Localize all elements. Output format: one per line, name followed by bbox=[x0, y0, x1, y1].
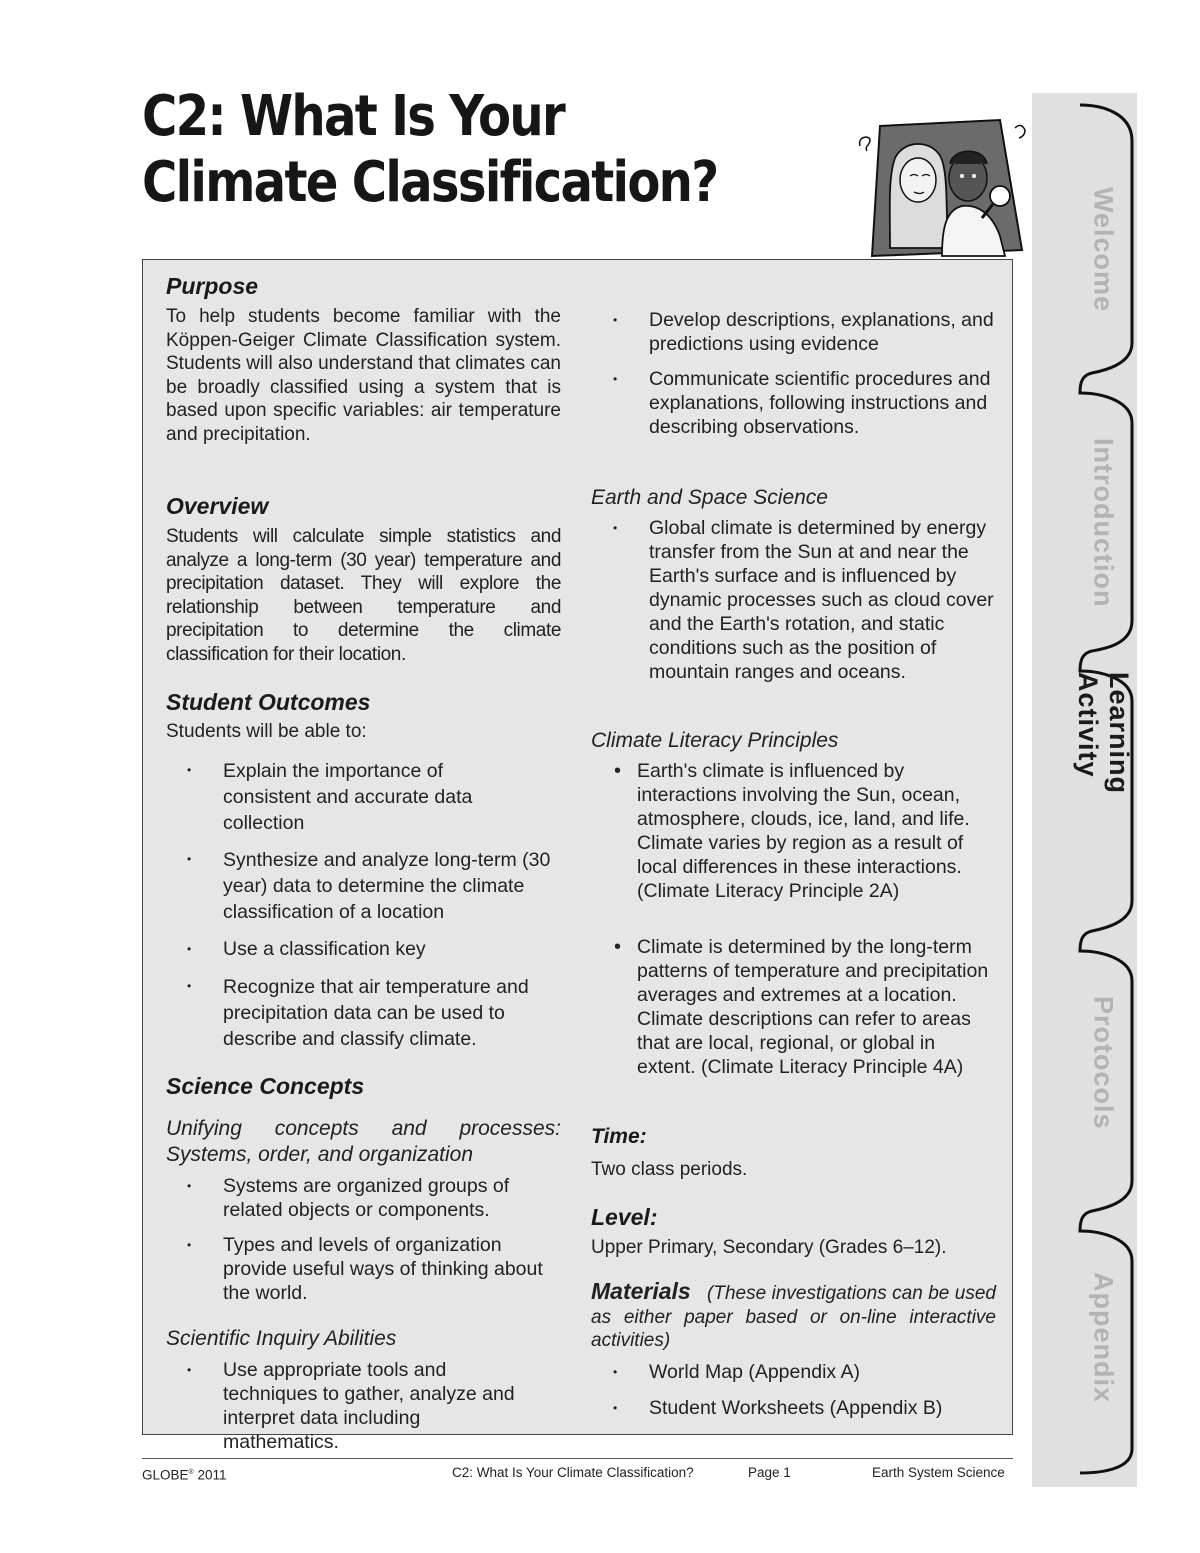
tab-appendix[interactable]: Appendix bbox=[1088, 1271, 1119, 1403]
level-text: Upper Primary, Secondary (Grades 6–12). bbox=[591, 1237, 947, 1258]
footer-right: Earth System Science bbox=[872, 1465, 1005, 1480]
footer-left: GLOBE® 2011 bbox=[142, 1467, 227, 1483]
inquiry-heading: Scientific Inquiry Abilities bbox=[166, 1327, 397, 1350]
bullet-icon: • bbox=[614, 936, 622, 958]
bullet-icon: • bbox=[613, 372, 618, 386]
time-text: Two class periods. bbox=[591, 1159, 748, 1180]
materials-item-1: • World Map (Appendix A) bbox=[613, 1361, 860, 1383]
bullet-icon: • bbox=[187, 852, 192, 866]
title-line-2: Climate Classification? bbox=[142, 150, 718, 215]
tab-learning-activity[interactable]: Learning Activity bbox=[1073, 672, 1134, 795]
materials-heading: Materials bbox=[591, 1278, 691, 1304]
outcome-item-3: • Use a classification key bbox=[187, 938, 426, 960]
literacy-heading: Climate Literacy Principles bbox=[591, 729, 839, 752]
bullet-icon: • bbox=[187, 763, 192, 777]
inquiry-item-3: • Communicate scientific procedures and explanations, following instructions and describing observations. bbox=[613, 368, 991, 438]
outcome-item-4: • Recognize that air temperature and precipitation data can be used to describe and classify climate. bbox=[187, 976, 529, 1050]
time-heading: Time: bbox=[591, 1125, 647, 1148]
overview-heading: Overview bbox=[166, 493, 269, 519]
purpose-text: To help students become familiar with the Köppen-Geiger Climate Classification system. Students will also understand that climates can be broadly classified using a system that is based upon specific variables: air temperature and precipitation. bbox=[166, 306, 561, 445]
title-line-1: C2: What Is Your bbox=[142, 84, 564, 149]
bullet-icon: • bbox=[613, 521, 618, 535]
materials-block bbox=[591, 1280, 996, 1353]
bullet-icon: • bbox=[187, 942, 192, 956]
tab-welcome[interactable]: Welcome bbox=[1088, 187, 1119, 313]
footer-rule bbox=[142, 1458, 1013, 1459]
bullet-icon: • bbox=[613, 313, 618, 327]
footer-center: C2: What Is Your Climate Classification? bbox=[452, 1465, 694, 1480]
tab-protocols[interactable]: Protocols bbox=[1088, 995, 1119, 1130]
earth-space-item-1: • Global climate is determined by energy transfer from the Sun at and near the Earth's surface and is influenced by dynamic processes such as cloud cover and the Earth's rotation, and static conditions such as the position of mountain ranges and oceans. bbox=[613, 517, 994, 683]
outcome-item-1: • Explain the importance of consistent and accurate data collection bbox=[187, 760, 473, 834]
literacy-item-1: • Earth's climate is influenced by interactions involving the Sun, ocean, atmosphere, clouds, ice, land, and life. Climate varies by region as a result of local differences in these interactions. (Climate Literacy Principle 2A) bbox=[614, 760, 970, 902]
purpose-heading: Purpose bbox=[166, 273, 259, 299]
materials-note: (These investigations can be used as either paper based or on-line interactive activities) bbox=[591, 1283, 996, 1351]
activity-summary-panel bbox=[142, 259, 1013, 1453]
inquiry-item-1: • Use appropriate tools and techniques to gather, analyze and interpret data including mathematics. bbox=[187, 1359, 515, 1453]
bullet-icon: • bbox=[187, 1238, 192, 1252]
bullet-icon: • bbox=[187, 1363, 192, 1377]
earth-space-heading: Earth and Space Science bbox=[591, 486, 828, 509]
unifying-item-2: • Types and levels of organization provide useful ways of thinking about the world. bbox=[187, 1234, 543, 1304]
tab-introduction[interactable]: Introduction bbox=[1088, 437, 1119, 608]
unifying-item-1: • Systems are organized groups of related objects or components. bbox=[187, 1175, 510, 1221]
materials-item-2: • Student Worksheets (Appendix B) bbox=[613, 1397, 943, 1419]
unifying-heading: Unifying concepts and processes: Systems, order, and organization bbox=[166, 1117, 561, 1166]
outcome-item-2: • Synthesize and analyze long-term (30 year) data to determine the climate classification of a location bbox=[187, 849, 551, 923]
bullet-icon: • bbox=[614, 760, 622, 782]
literacy-item-2: • Climate is determined by the long-term patterns of temperature and precipitation averages and extremes at a location. Climate descriptions can refer to areas that are local, regional, or global in extent. (Climate Literacy Principle 4A) bbox=[614, 936, 989, 1078]
outcomes-heading: Student Outcomes bbox=[166, 689, 371, 715]
overview-text: Students will calculate simple statistics and analyze a long-term (30 year) temperature and precipitation dataset. They will explore the relationship between temperature and precipitation to determine the climate classification for their location. bbox=[166, 526, 561, 665]
bullet-icon: • bbox=[613, 1365, 618, 1379]
bullet-icon: • bbox=[187, 979, 192, 993]
page-title bbox=[142, 84, 727, 216]
outcomes-intro: Students will be able to: bbox=[166, 721, 367, 742]
science-concepts-heading: Science Concepts bbox=[166, 1073, 365, 1099]
level-heading: Level: bbox=[591, 1204, 658, 1230]
footer-page-number: Page 1 bbox=[748, 1465, 791, 1480]
inquiry-item-2: • Develop descriptions, explanations, and predictions using evidence bbox=[613, 309, 994, 355]
bullet-icon: • bbox=[613, 1401, 618, 1415]
bullet-icon: • bbox=[187, 1179, 192, 1193]
students-illustration bbox=[850, 118, 1028, 260]
